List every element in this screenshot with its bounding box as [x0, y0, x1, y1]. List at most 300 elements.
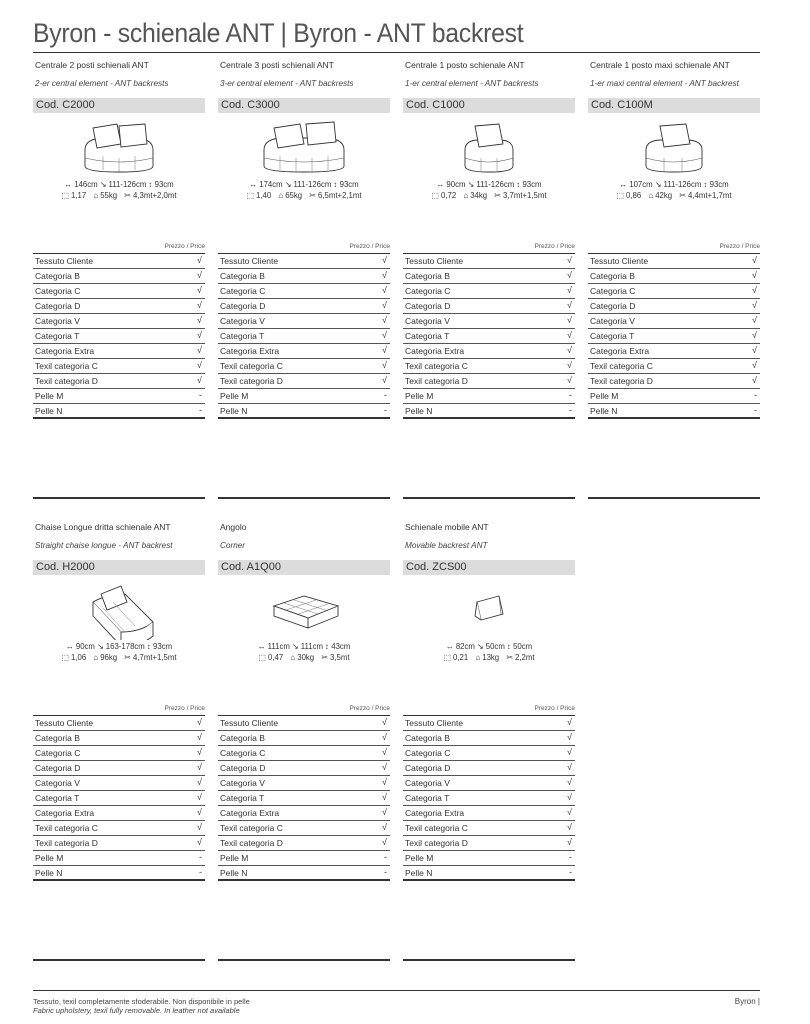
- price-row: [218, 716, 390, 731]
- price-table: [33, 715, 205, 881]
- price-row-label: Categoria D: [220, 763, 266, 773]
- price-row-value: √: [382, 255, 387, 265]
- price-row: [588, 314, 760, 329]
- product-specs: [33, 191, 205, 200]
- product-specs: [218, 653, 390, 662]
- price-header: Prezzo / Price: [164, 243, 205, 250]
- product-fabric: 6,5mt+2,1mt: [318, 191, 362, 200]
- price-row: [403, 851, 575, 866]
- price-row: [33, 731, 205, 746]
- price-row: [403, 716, 575, 731]
- product-weight: 30kg: [297, 653, 315, 662]
- price-row: [33, 329, 205, 344]
- volume-icon: ⬚: [258, 653, 267, 662]
- product-illustration: [403, 580, 575, 640]
- price-row-value: -: [569, 405, 572, 415]
- price-row-value: √: [567, 837, 572, 847]
- product-volume: 0,86: [626, 191, 642, 200]
- price-row: [218, 836, 390, 851]
- price-header: Prezzo / Price: [534, 243, 575, 250]
- product-fabric: 2,2mt: [515, 653, 535, 662]
- price-row-value: √: [752, 255, 757, 265]
- price-row: [403, 776, 575, 791]
- title-divider: [33, 52, 760, 53]
- price-row-value: -: [569, 390, 572, 400]
- price-row: [218, 254, 390, 269]
- price-row: [588, 344, 760, 359]
- price-row-label: Texil categoria C: [35, 361, 98, 371]
- table-end-rule: [218, 879, 390, 881]
- price-row: [33, 374, 205, 389]
- table-end-rule: [218, 417, 390, 419]
- price-row-label: Categoria D: [405, 301, 451, 311]
- price-row-value: √: [197, 360, 202, 370]
- price-row-label: Pelle N: [220, 868, 248, 878]
- price-row-value: √: [197, 345, 202, 355]
- price-header: Prezzo / Price: [349, 705, 390, 712]
- product-dimensions: ↔ 90cm ↘ 111-126cm ↕ 93cm: [436, 180, 542, 189]
- product-code-bar: [588, 98, 760, 113]
- volume-icon: ⬚: [443, 653, 452, 662]
- volume-icon: ⬚: [61, 191, 69, 200]
- price-table: [403, 253, 575, 419]
- price-row: [403, 806, 575, 821]
- price-row-label: Categoria Extra: [590, 346, 650, 356]
- price-row-label: Tessuto Cliente: [220, 718, 279, 728]
- price-row: [218, 851, 390, 866]
- price-row-label: Texil categoria D: [220, 376, 283, 386]
- price-row: [403, 791, 575, 806]
- product-code: Cod. C3000: [221, 99, 280, 111]
- price-row: [33, 269, 205, 284]
- price-row-label: Pelle N: [35, 868, 63, 878]
- price-row: [218, 374, 390, 389]
- product-dimensions: ↔ 90cm ↘ 163-178cm ↕ 93cm: [65, 642, 173, 651]
- price-row: [33, 761, 205, 776]
- price-row: [218, 821, 390, 836]
- price-row-label: Categoria Extra: [405, 346, 465, 356]
- price-row-label: Texil categoria D: [220, 838, 283, 848]
- price-row-label: Pelle N: [590, 406, 618, 416]
- price-row-value: √: [382, 270, 387, 280]
- price-row-label: Categoria D: [405, 763, 451, 773]
- product-name: Schienale mobile ANT: [405, 522, 489, 532]
- price-row: [403, 374, 575, 389]
- footer-note-en: Fabric upholstery, texil fully removable. In leather not available: [33, 1006, 240, 1015]
- price-header: Prezzo / Price: [719, 243, 760, 250]
- product-code-bar: [33, 560, 205, 575]
- price-row: [218, 746, 390, 761]
- price-row: [33, 821, 205, 836]
- price-row-label: Categoria V: [220, 778, 265, 788]
- sofa-1-seat-icon: [403, 118, 575, 178]
- price-row-value: -: [384, 390, 387, 400]
- price-row-label: Texil categoria D: [405, 838, 468, 848]
- product-subtitle: 3-er central element - ANT backrests: [220, 79, 354, 88]
- product-illustration: [33, 118, 205, 178]
- price-row: [588, 374, 760, 389]
- price-row: [33, 806, 205, 821]
- movable-backrest-icon: [403, 580, 575, 640]
- price-row-value: √: [382, 285, 387, 295]
- price-row-value: √: [567, 285, 572, 295]
- price-row-label: Categoria V: [35, 778, 80, 788]
- price-row-value: √: [197, 375, 202, 385]
- price-row-label: Categoria V: [590, 316, 635, 326]
- price-row-value: √: [567, 375, 572, 385]
- price-row: [588, 359, 760, 374]
- price-row-value: √: [197, 762, 202, 772]
- price-row-value: √: [752, 360, 757, 370]
- price-row: [33, 836, 205, 851]
- price-row: [218, 761, 390, 776]
- price-row-value: √: [382, 330, 387, 340]
- product-dimensions: ↔ 111cm ↘ 111cm ↕ 43cm: [257, 642, 351, 651]
- price-row-value: √: [567, 792, 572, 802]
- price-row-value: -: [384, 867, 387, 877]
- price-row: [403, 329, 575, 344]
- price-row-label: Texil categoria C: [35, 823, 98, 833]
- price-row-label: Categoria T: [35, 331, 80, 341]
- price-row-label: Pelle M: [35, 853, 64, 863]
- weight-icon: ⌂: [278, 191, 284, 200]
- price-row-value: √: [197, 330, 202, 340]
- price-row: [403, 299, 575, 314]
- price-row-label: Pelle M: [220, 853, 249, 863]
- product-illustration: [218, 118, 390, 178]
- price-row: [403, 836, 575, 851]
- price-row: [403, 746, 575, 761]
- product-specs: [33, 653, 205, 662]
- price-row-label: Pelle M: [220, 391, 249, 401]
- product-volume: 0,47: [268, 653, 284, 662]
- price-row-label: Categoria D: [590, 301, 636, 311]
- price-row: [588, 389, 760, 404]
- table-end-rule: [33, 417, 205, 419]
- price-row-value: √: [197, 315, 202, 325]
- price-row-value: √: [382, 807, 387, 817]
- price-row-label: Categoria B: [590, 271, 635, 281]
- price-row: [588, 299, 760, 314]
- corner-element-icon: [218, 580, 390, 640]
- product-name: Centrale 2 posti schienali ANT: [35, 60, 149, 70]
- price-table: [403, 715, 575, 881]
- price-row: [403, 269, 575, 284]
- price-row-label: Categoria C: [220, 286, 266, 296]
- product-code: Cod. C100M: [591, 99, 653, 111]
- price-row: [218, 314, 390, 329]
- product-code-bar: [218, 560, 390, 575]
- price-row: [403, 314, 575, 329]
- price-row-label: Texil categoria C: [220, 361, 283, 371]
- price-row-label: Tessuto Cliente: [405, 256, 464, 266]
- price-row-value: -: [199, 405, 202, 415]
- price-row-label: Tessuto Cliente: [220, 256, 279, 266]
- product-dimensions: ↔ 174cm ↘ 111-126cm ↕ 93cm: [249, 180, 359, 189]
- price-row: [33, 284, 205, 299]
- price-row: [218, 791, 390, 806]
- price-row-value: √: [567, 270, 572, 280]
- product-weight: 34kg: [470, 191, 488, 200]
- price-row-label: Categoria B: [405, 733, 450, 743]
- price-row: [218, 284, 390, 299]
- price-row-label: Categoria B: [220, 271, 265, 281]
- price-row: [403, 344, 575, 359]
- price-row-label: Pelle N: [405, 406, 433, 416]
- price-row-value: √: [567, 330, 572, 340]
- price-row-label: Categoria D: [35, 763, 81, 773]
- price-row-value: √: [197, 732, 202, 742]
- product-illustration: [588, 118, 760, 178]
- product-subtitle: 1-er maxi central element - ANT backrest: [590, 79, 739, 88]
- chaise-longue-icon: [33, 580, 205, 640]
- price-row-label: Categoria B: [35, 733, 80, 743]
- weight-icon: ⌂: [290, 653, 296, 662]
- table-end-rule: [403, 417, 575, 419]
- price-row-value: √: [382, 300, 387, 310]
- sofa-1-seat-maxi-icon: [588, 118, 760, 178]
- price-row-value: √: [382, 360, 387, 370]
- price-row-value: √: [752, 270, 757, 280]
- volume-icon: ⬚: [616, 191, 624, 200]
- price-row-value: √: [197, 822, 202, 832]
- product-name: Centrale 1 posto schienale ANT: [405, 60, 525, 70]
- price-row: [33, 254, 205, 269]
- fabric-icon: ✂: [506, 653, 514, 662]
- price-row-value: -: [569, 867, 572, 877]
- product-name: Angolo: [220, 522, 247, 532]
- price-row-value: √: [567, 300, 572, 310]
- price-row-value: √: [197, 807, 202, 817]
- price-row-value: √: [567, 360, 572, 370]
- price-row-label: Categoria B: [35, 271, 80, 281]
- price-row-label: Categoria T: [590, 331, 635, 341]
- product-name: Centrale 3 posti schienali ANT: [220, 60, 334, 70]
- product-illustration: [403, 118, 575, 178]
- weight-icon: ⌂: [463, 191, 469, 200]
- price-row-label: Pelle M: [405, 853, 434, 863]
- weight-icon: ⌂: [93, 191, 99, 200]
- price-row-label: Categoria V: [220, 316, 265, 326]
- price-row: [33, 389, 205, 404]
- price-row: [218, 344, 390, 359]
- price-row-value: √: [752, 285, 757, 295]
- weight-icon: ⌂: [475, 653, 481, 662]
- product-specs: [218, 191, 390, 200]
- price-row-value: √: [567, 717, 572, 727]
- price-row: [218, 359, 390, 374]
- price-row-value: √: [382, 345, 387, 355]
- price-row-label: Texil categoria D: [405, 376, 468, 386]
- product-subtitle: Straight chaise longue - ANT backrest: [35, 541, 173, 550]
- price-row: [403, 389, 575, 404]
- table-end-rule: [403, 879, 575, 881]
- price-row-value: √: [197, 285, 202, 295]
- product-code-bar: [33, 98, 205, 113]
- price-row-value: √: [567, 777, 572, 787]
- price-row-value: √: [567, 807, 572, 817]
- price-table: [588, 253, 760, 419]
- product-subtitle: 1-er central element - ANT backrests: [405, 79, 539, 88]
- fabric-icon: ✂: [124, 653, 131, 662]
- price-row-label: Categoria V: [405, 316, 450, 326]
- price-row-label: Pelle M: [590, 391, 619, 401]
- price-row-label: Texil categoria C: [405, 361, 468, 371]
- product-specs: [588, 191, 760, 200]
- price-row: [33, 746, 205, 761]
- price-row: [33, 314, 205, 329]
- product-volume: 1,40: [256, 191, 272, 200]
- price-row-label: Pelle N: [220, 406, 248, 416]
- price-row-label: Pelle N: [35, 406, 63, 416]
- price-row-label: Pelle N: [405, 868, 433, 878]
- price-row: [33, 716, 205, 731]
- table-end-rule: [588, 417, 760, 419]
- price-row-value: -: [199, 852, 202, 862]
- price-row: [218, 329, 390, 344]
- price-row-value: √: [197, 747, 202, 757]
- price-row-value: -: [199, 867, 202, 877]
- volume-icon: ⬚: [61, 653, 69, 662]
- price-row-value: √: [382, 717, 387, 727]
- price-row-value: √: [197, 255, 202, 265]
- price-row-label: Categoria V: [35, 316, 80, 326]
- price-row-value: √: [197, 717, 202, 727]
- footer-note-it: Tessuto, texil completamente sfoderabile. Non disponibile in pelle: [33, 997, 250, 1006]
- price-row-label: Tessuto Cliente: [405, 718, 464, 728]
- product-code: Cod. C1000: [406, 99, 465, 111]
- price-row: [588, 269, 760, 284]
- section-bottom-rule: [403, 497, 575, 499]
- price-row-value: √: [382, 792, 387, 802]
- price-row-value: √: [752, 345, 757, 355]
- product-code-bar: [218, 98, 390, 113]
- price-row: [588, 254, 760, 269]
- price-header: Prezzo / Price: [534, 705, 575, 712]
- product-weight: 13kg: [482, 653, 500, 662]
- product-weight: 55kg: [100, 191, 118, 200]
- product-code: Cod. C2000: [36, 99, 95, 111]
- product-fabric: 4,3mt+2,0mt: [133, 191, 177, 200]
- price-row-value: √: [752, 375, 757, 385]
- price-row-value: √: [197, 792, 202, 802]
- product-fabric: 4,7mt+1,5mt: [133, 653, 177, 662]
- price-row-value: √: [752, 300, 757, 310]
- volume-icon: ⬚: [246, 191, 254, 200]
- price-row-label: Categoria C: [405, 286, 451, 296]
- price-row-label: Categoria D: [35, 301, 81, 311]
- footer-divider: [33, 990, 760, 991]
- price-row-value: √: [382, 315, 387, 325]
- price-row-label: Texil categoria D: [35, 838, 98, 848]
- price-row-value: √: [197, 837, 202, 847]
- price-row: [588, 284, 760, 299]
- price-row-label: Categoria V: [405, 778, 450, 788]
- price-row: [218, 269, 390, 284]
- price-row-value: √: [197, 777, 202, 787]
- product-subtitle: 2-er central element - ANT backrests: [35, 79, 169, 88]
- price-row-value: √: [752, 330, 757, 340]
- price-row-label: Categoria T: [220, 793, 265, 803]
- price-row-label: Tessuto Cliente: [35, 718, 94, 728]
- product-volume: 0,21: [453, 653, 469, 662]
- price-table: [33, 253, 205, 419]
- price-row-value: -: [754, 390, 757, 400]
- section-bottom-rule: [588, 497, 760, 499]
- price-row-label: Texil categoria D: [35, 376, 98, 386]
- price-row: [218, 389, 390, 404]
- product-fabric: 3,7mt+1,5mt: [503, 191, 547, 200]
- price-row-value: -: [754, 405, 757, 415]
- price-row-label: Texil categoria C: [220, 823, 283, 833]
- price-row: [33, 344, 205, 359]
- price-row-value: -: [384, 852, 387, 862]
- price-row-value: -: [199, 390, 202, 400]
- price-row-label: Categoria C: [220, 748, 266, 758]
- price-row-label: Categoria T: [405, 793, 450, 803]
- price-row-label: Categoria B: [220, 733, 265, 743]
- product-code: Cod. A1Q00: [221, 561, 281, 573]
- price-row: [218, 731, 390, 746]
- price-row-value: √: [567, 732, 572, 742]
- price-row: [33, 299, 205, 314]
- price-row-value: √: [382, 762, 387, 772]
- price-row: [33, 776, 205, 791]
- price-row-label: Categoria Extra: [220, 808, 280, 818]
- price-row-value: √: [382, 732, 387, 742]
- price-row-value: √: [567, 345, 572, 355]
- section-bottom-rule: [403, 959, 575, 961]
- price-row: [218, 806, 390, 821]
- price-header: Prezzo / Price: [164, 705, 205, 712]
- product-specs: [403, 191, 575, 200]
- product-fabric: 4,4mt+1,7mt: [688, 191, 732, 200]
- price-row-value: √: [567, 762, 572, 772]
- price-row-value: √: [382, 375, 387, 385]
- price-row-label: Pelle M: [405, 391, 434, 401]
- price-row: [403, 254, 575, 269]
- price-row-value: √: [567, 822, 572, 832]
- price-row-value: √: [382, 747, 387, 757]
- product-dimensions: ↔ 82cm ↘ 50cm ↕ 50cm: [445, 642, 533, 651]
- product-fabric: 3,5mt: [330, 653, 350, 662]
- price-row-value: √: [567, 255, 572, 265]
- price-row-value: √: [752, 315, 757, 325]
- section-bottom-rule: [33, 497, 205, 499]
- price-row-label: Tessuto Cliente: [590, 256, 649, 266]
- product-code: Cod. H2000: [36, 561, 95, 573]
- price-row-label: Categoria Extra: [405, 808, 465, 818]
- product-volume: 1,06: [71, 653, 87, 662]
- sofa-2-seat-icon: [33, 118, 205, 178]
- price-row-label: Categoria B: [405, 271, 450, 281]
- price-row-label: Categoria T: [405, 331, 450, 341]
- price-row-label: Categoria T: [35, 793, 80, 803]
- price-row-value: √: [197, 300, 202, 310]
- product-specs: [403, 653, 575, 662]
- price-row-label: Categoria Extra: [220, 346, 280, 356]
- price-row: [403, 731, 575, 746]
- price-row-value: -: [569, 852, 572, 862]
- price-table: [218, 253, 390, 419]
- product-volume: 0,72: [441, 191, 457, 200]
- section-bottom-rule: [218, 497, 390, 499]
- price-row-value: √: [382, 777, 387, 787]
- price-row-value: √: [567, 747, 572, 757]
- price-row: [403, 359, 575, 374]
- product-weight: 65kg: [285, 191, 303, 200]
- product-dimensions: ↔ 107cm ↘ 111-126cm ↕ 93cm: [619, 180, 729, 189]
